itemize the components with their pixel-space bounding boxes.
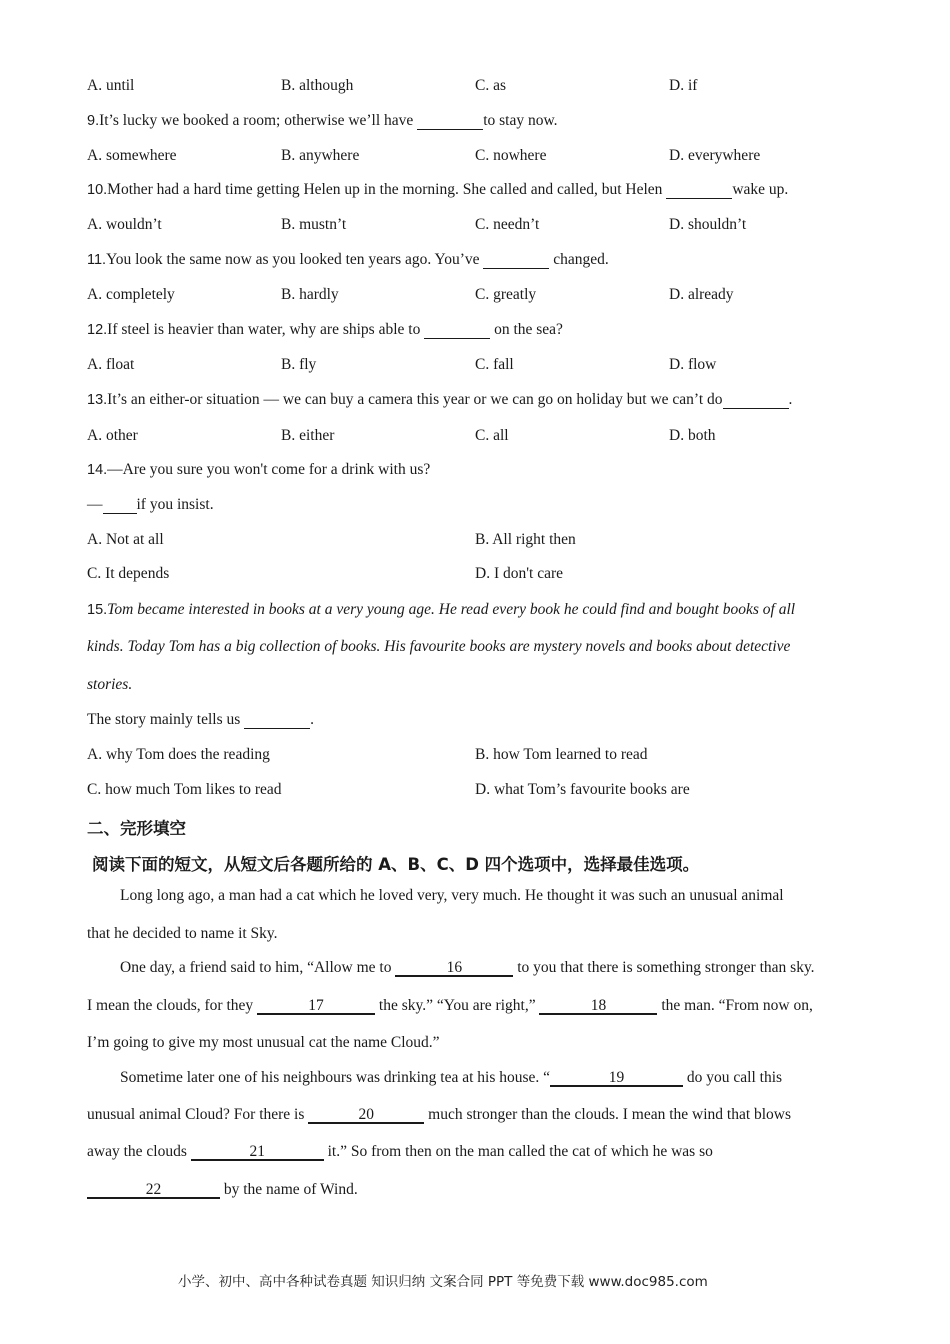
cloze-text: to you that there is something stronger than sky. xyxy=(513,959,815,976)
q9-option-c: C. nowhere xyxy=(475,147,547,164)
q12-option-d: D. flow xyxy=(669,356,717,373)
question-10 xyxy=(87,181,788,199)
question-11 xyxy=(87,251,609,269)
answer-blank xyxy=(483,252,549,269)
cloze-blank-19: 19 xyxy=(550,1070,683,1086)
q8-option-b: B. although xyxy=(281,77,354,94)
q9-option-b: B. anywhere xyxy=(281,147,360,164)
question-text: It’s lucky we booked a room; otherwise we’ll have xyxy=(99,112,418,129)
q11-option-b: B. hardly xyxy=(281,286,339,303)
question-text-end: changed. xyxy=(549,251,609,268)
cloze-line xyxy=(120,1069,782,1087)
answer-blank xyxy=(103,497,137,514)
question-text-end: . xyxy=(788,391,793,408)
q14-option-d: D. I don't care xyxy=(475,565,564,582)
q8-option-c: C. as xyxy=(475,77,506,94)
q10-option-a: A. wouldn’t xyxy=(87,216,162,233)
question-number: 10. xyxy=(87,182,108,198)
q14-option-c: C. It depends xyxy=(87,565,170,582)
question-12 xyxy=(87,321,563,339)
q10-option-b: B. mustn’t xyxy=(281,216,347,233)
q15-option-a: A. why Tom does the reading xyxy=(87,746,270,763)
question-15-stem xyxy=(87,711,314,729)
q13-option-c: C. all xyxy=(475,427,509,444)
q8-option-a: A. until xyxy=(87,77,135,94)
answer-blank xyxy=(666,182,732,199)
q10-option-d: D. shouldn’t xyxy=(669,216,747,233)
cloze-blank-21: 21 xyxy=(191,1144,324,1160)
cloze-blank-20: 20 xyxy=(308,1107,424,1123)
cloze-text: unusual animal Cloud? For there is xyxy=(87,1106,309,1123)
q8-option-d: D. if xyxy=(669,77,698,94)
question-text: Mother had a hard time getting Helen up in the morning. She called and called, but Helen xyxy=(107,181,667,198)
question-number: 12. xyxy=(87,322,108,338)
question-text-end: to stay now. xyxy=(483,112,558,129)
cloze-text: the sky.” “You are right,” xyxy=(375,997,540,1014)
q11-option-d: D. already xyxy=(669,286,734,303)
q9-option-d: D. everywhere xyxy=(669,147,761,164)
answer-blank xyxy=(417,113,483,130)
q15-option-c: C. how much Tom likes to read xyxy=(87,781,282,798)
q9-option-a: A. somewhere xyxy=(87,147,177,164)
cloze-text: the man. “From now on, xyxy=(657,997,813,1014)
question-text: It’s an either-or situation — we can buy a camera this year or we can go on holiday but we can’t do xyxy=(107,391,723,408)
question-text: If steel is heavier than water, why are ships able to xyxy=(107,321,425,338)
question-number: 9. xyxy=(87,113,100,129)
question-number: 13. xyxy=(87,392,108,408)
cloze-blank-22: 22 xyxy=(87,1182,220,1198)
question-text-end: on the sea? xyxy=(490,321,563,338)
q15-option-b: B. how Tom learned to read xyxy=(475,746,648,763)
q13-option-d: D. both xyxy=(669,427,716,444)
question-text: The story mainly tells us xyxy=(87,711,245,728)
cloze-text: I mean the clouds, for they xyxy=(87,997,258,1014)
answer-blank xyxy=(244,712,310,729)
question-number: 15. xyxy=(87,602,108,618)
cloze-line: Long long ago, a man had a cat which he loved very, very much. He thought it was such an unusual animal xyxy=(120,887,784,904)
cloze-text: Sometime later one of his neighbours was drinking tea at his house. “ xyxy=(120,1069,551,1086)
q11-option-c: C. greatly xyxy=(475,286,537,303)
cloze-text: One day, a friend said to him, “Allow me to xyxy=(120,959,396,976)
answer-blank xyxy=(723,392,789,409)
question-15-passage xyxy=(87,601,795,619)
question-text: —Are you sure you won't come for a drink with us? xyxy=(107,461,431,478)
cloze-text: do you call this xyxy=(683,1069,783,1086)
cloze-line xyxy=(87,997,813,1015)
cloze-text: away the clouds xyxy=(87,1143,191,1160)
q12-option-c: C. fall xyxy=(475,356,514,373)
cloze-text: by the name of Wind. xyxy=(220,1181,358,1198)
passage-line: Tom became interested in books at a very young age. He read every book he could find and bought books of all xyxy=(107,601,796,618)
q14-option-a: A. Not at all xyxy=(87,531,164,548)
section-instruction: 阅读下面的短文，从短文后各题所给的 A、B、C、D 四个选项中，选择最佳选项。 xyxy=(92,855,700,874)
cloze-blank-16: 16 xyxy=(395,960,513,976)
question-text-end: wake up. xyxy=(732,181,789,198)
cloze-line: that he decided to name it Sky. xyxy=(87,925,278,942)
cloze-line xyxy=(87,1143,713,1161)
q13-option-a: A. other xyxy=(87,427,138,444)
question-text-end: . xyxy=(310,711,315,728)
passage-line: kinds. Today Tom has a big collection of books. His favourite books are mystery novels and books about detective xyxy=(87,638,791,655)
question-number: 14. xyxy=(87,462,108,478)
question-number: 11. xyxy=(87,252,107,268)
cloze-line xyxy=(87,1181,358,1199)
cloze-blank-17: 17 xyxy=(257,998,375,1014)
q13-option-b: B. either xyxy=(281,427,335,444)
question-14-reply xyxy=(87,496,214,514)
q15-option-d: D. what Tom’s favourite books are xyxy=(475,781,690,798)
page-footer: 小学、初中、高中各种试卷真题 知识归纳 文案合同 PPT 等免费下载 www.doc985.com xyxy=(178,1274,708,1290)
q12-option-b: B. fly xyxy=(281,356,317,373)
question-9 xyxy=(87,112,558,130)
q14-option-b: B. All right then xyxy=(475,531,576,548)
cloze-text: much stronger than the clouds. I mean the wind that blows xyxy=(424,1106,792,1123)
answer-blank xyxy=(424,322,490,339)
q11-option-a: A. completely xyxy=(87,286,175,303)
question-text: You look the same now as you looked ten years ago. You’ve xyxy=(106,251,484,268)
cloze-blank-18: 18 xyxy=(539,998,657,1014)
q10-option-c: C. needn’t xyxy=(475,216,540,233)
section-title: 二、完形填空 xyxy=(87,819,186,838)
question-14 xyxy=(87,461,430,479)
q12-option-a: A. float xyxy=(87,356,135,373)
passage-line: stories. xyxy=(87,676,133,693)
question-13 xyxy=(87,391,792,409)
reply-dash: — xyxy=(87,496,103,513)
cloze-line: I’m going to give my most unusual cat the name Cloud.” xyxy=(87,1034,440,1051)
cloze-line xyxy=(87,1106,791,1124)
cloze-text: it.” So from then on the man called the cat of which he was so xyxy=(323,1143,713,1160)
cloze-line xyxy=(120,959,815,977)
reply-text: if you insist. xyxy=(136,496,214,513)
